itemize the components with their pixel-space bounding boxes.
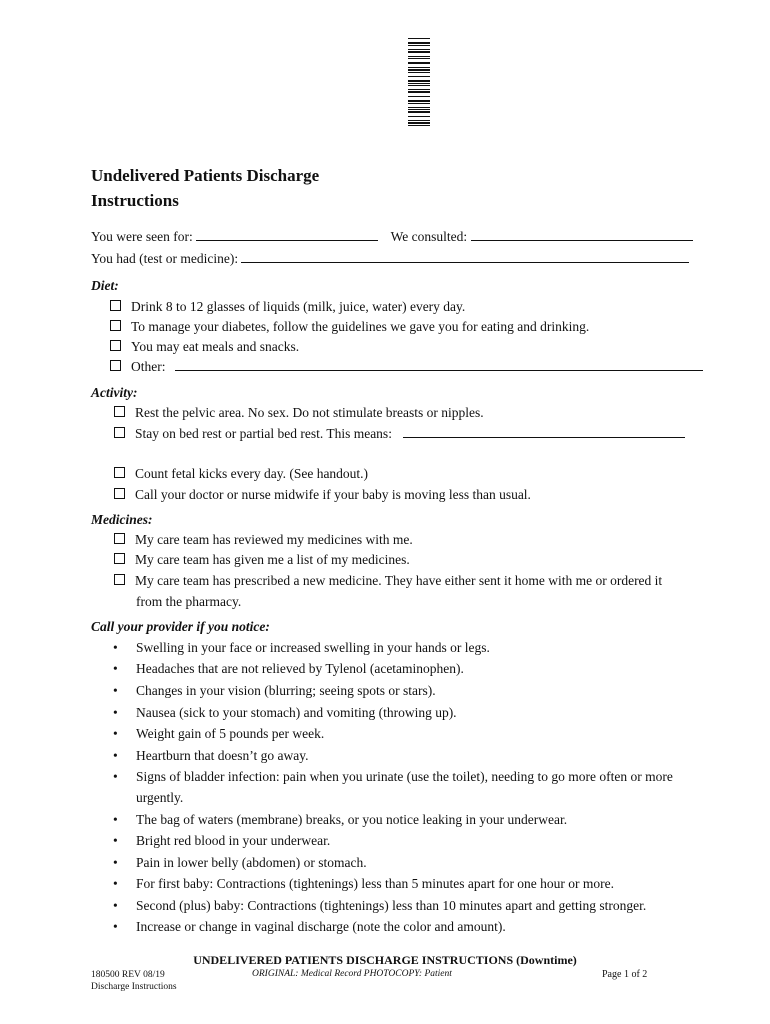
symptom-item: • Changes in your vision (blurring; seeing spots or stars). <box>113 683 436 698</box>
bullet-icon: • <box>113 833 118 848</box>
copy-distribution: ORIGINAL: Medical Record PHOTOCOPY: Patient <box>252 969 452 979</box>
checkbox[interactable] <box>114 533 125 544</box>
consulted-field[interactable] <box>471 228 693 241</box>
form-number: 180500 REV 08/19 <box>91 970 165 980</box>
activity-item: Rest the pelvic area. No sex. Do not stimulate breasts or nipples. <box>114 404 484 422</box>
symptom-item: • Heartburn that doesn’t go away. <box>113 748 309 763</box>
symptom-item: • Weight gain of 5 pounds per week. <box>113 726 325 741</box>
bed-rest-field[interactable] <box>403 425 685 438</box>
medicines-item-continued: from the pharmacy. <box>136 594 242 609</box>
symptom-item: • Nausea (sick to your stomach) and vomiting (throwing up). <box>113 705 457 720</box>
medicines-item: My care team has given me a list of my medicines. <box>114 551 410 569</box>
checkbox[interactable] <box>110 360 121 371</box>
checkbox[interactable] <box>110 340 121 351</box>
barcode <box>408 38 430 124</box>
seen-for-row <box>91 228 693 246</box>
bullet-icon: • <box>113 919 118 934</box>
page-title: Undelivered Patients Discharge Instructions <box>91 166 320 210</box>
page-number: Page 1 of 2 <box>602 969 648 980</box>
bullet-icon: • <box>113 876 118 891</box>
bullet-icon: • <box>113 705 118 720</box>
bullet-icon: • <box>113 812 118 827</box>
symptom-item: • Bright red blood in your underwear. <box>113 833 331 848</box>
diet-item: To manage your diabetes, follow the guidelines we gave you for eating and drinking. <box>110 318 589 336</box>
activity-item: Call your doctor or nurse midwife if your baby is moving less than usual. <box>114 486 531 504</box>
seen-for-label: You were seen for: <box>91 229 193 244</box>
checkbox[interactable] <box>110 300 121 311</box>
medicines-heading: Medicines: <box>91 512 153 527</box>
activity-item: Stay on bed rest or partial bed rest. This means: <box>114 425 685 443</box>
had-label: You had (test or medicine): <box>91 251 239 266</box>
bullet-icon: • <box>113 898 118 913</box>
symptom-item: • Increase or change in vaginal discharge (note the color and amount). <box>113 919 506 934</box>
symptom-item: • Second (plus) baby: Contractions (tightenings) less than 10 minutes apart and getting stronger. <box>113 898 647 913</box>
checkbox[interactable] <box>114 427 125 438</box>
symptom-item: • Pain in lower belly (abdomen) or stomach. <box>113 855 367 870</box>
had-field[interactable] <box>241 250 689 263</box>
call-provider-heading: Call your provider if you notice: <box>91 619 270 634</box>
bullet-icon: • <box>113 769 118 784</box>
checkbox[interactable] <box>114 553 125 564</box>
medicines-item: My care team has prescribed a new medicine. They have either sent it home with me or ordered it <box>114 572 662 590</box>
symptom-item: • The bag of waters (membrane) breaks, or you notice leaking in your underwear. <box>113 812 568 827</box>
diet-item: Drink 8 to 12 glasses of liquids (milk, juice, water) every day. <box>110 298 465 316</box>
had-row <box>91 250 689 268</box>
activity-item: Count fetal kicks every day. (See handout.) <box>114 465 368 483</box>
checkbox[interactable] <box>114 406 125 417</box>
symptom-item-continued: urgently. <box>136 790 184 805</box>
checkbox[interactable] <box>114 467 125 478</box>
diet-item-other: Other: <box>110 358 703 376</box>
medicines-item: My care team has reviewed my medicines with me. <box>114 531 413 549</box>
symptom-item: • For first baby: Contractions (tightenings) less than 5 minutes apart for one hour or more. <box>113 876 615 891</box>
activity-heading: Activity: <box>91 385 138 400</box>
symptom-item: • Signs of bladder infection: pain when you urinate (use the toilet), needing to go more often or more <box>113 769 673 784</box>
footer-title: UNDELIVERED PATIENTS DISCHARGE INSTRUCTIONS (Downtime) <box>193 953 577 967</box>
bullet-icon: • <box>113 748 118 763</box>
checkbox[interactable] <box>110 320 121 331</box>
symptom-item: • Headaches that are not relieved by Tylenol (acetaminophen). <box>113 661 464 676</box>
bullet-icon: • <box>113 726 118 741</box>
checkbox[interactable] <box>114 488 125 499</box>
bullet-icon: • <box>113 661 118 676</box>
checkbox[interactable] <box>114 574 125 585</box>
consulted-label: We consulted: <box>390 229 468 244</box>
bullet-icon: • <box>113 683 118 698</box>
bullet-icon: • <box>113 640 118 655</box>
bullet-icon: • <box>113 855 118 870</box>
form-name: Discharge Instructions <box>91 982 177 992</box>
form-info <box>91 969 177 993</box>
diet-other-field[interactable] <box>175 358 703 371</box>
diet-heading: Diet: <box>91 278 119 293</box>
seen-for-field[interactable] <box>196 228 378 241</box>
symptom-item: • Swelling in your face or increased swelling in your hands or legs. <box>113 640 490 655</box>
diet-item: You may eat meals and snacks. <box>110 338 299 356</box>
